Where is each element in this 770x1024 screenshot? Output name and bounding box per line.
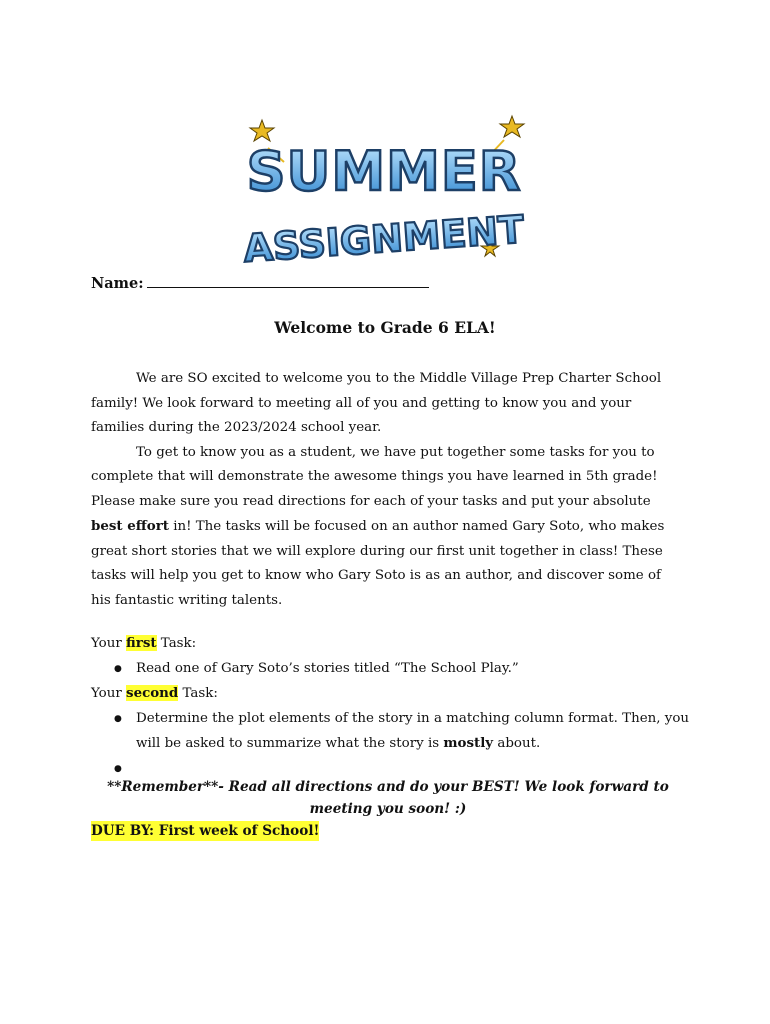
due-date: DUE BY: First week of School!: [91, 823, 320, 839]
star-icon: [500, 116, 524, 137]
intro-text: [91, 367, 685, 613]
paragraph-tasks-intro: To get to know you as a student, we have put together some tasks for you to complete that will demonstrate the awesome things you have learned in 5th grade! Please make sure you read directions for each of your tasks and put your absolute best effort in! The tasks will be focused on an author named Gary Soto, who makes great short stories that we will explore during our first unit together in class! These tasks will help you get to know who Gary Soto is as an author, and discover some of his fantastic writing talents.: [91, 444, 665, 608]
reminder-note: **Remember**- Read all directions and do your BEST! We look forward to meeting you soon! :): [107, 779, 669, 817]
paragraph-welcome: We are SO excited to welcome you to the Middle Village Prep Charter School family! We look forward to meeting all of you and getting to know you and your families during the 2023/2024 school year.: [91, 371, 662, 435]
mostly-emphasis: mostly: [443, 735, 494, 751]
page-title: Welcome to Grade 6 ELA!: [274, 318, 496, 337]
summer-assignment-logo: [234, 112, 534, 274]
best-effort-emphasis: best effort: [91, 518, 169, 534]
list-item: ● Determine the plot elements of the story in a matching column format. Then, you will be asked to summarize what the story is mostly about.: [91, 707, 691, 757]
task-list: [91, 631, 691, 781]
highlight-second: second: [126, 685, 179, 701]
name-label: Name:: [91, 275, 144, 292]
task1-heading: Your first Task:: [91, 635, 197, 651]
name-field: [91, 273, 429, 292]
name-blank-line: [147, 273, 429, 288]
list-item: ● Read one of Gary Soto’s stories titled “The School Play.”: [91, 657, 691, 682]
highlight-first: first: [126, 635, 157, 651]
star-icon: [250, 120, 274, 141]
logo-assignment-text: ASSIGNMENT: [242, 207, 526, 271]
logo-summer-text: SUMMER: [246, 140, 522, 203]
task2-heading: Your second Task:: [91, 685, 218, 701]
